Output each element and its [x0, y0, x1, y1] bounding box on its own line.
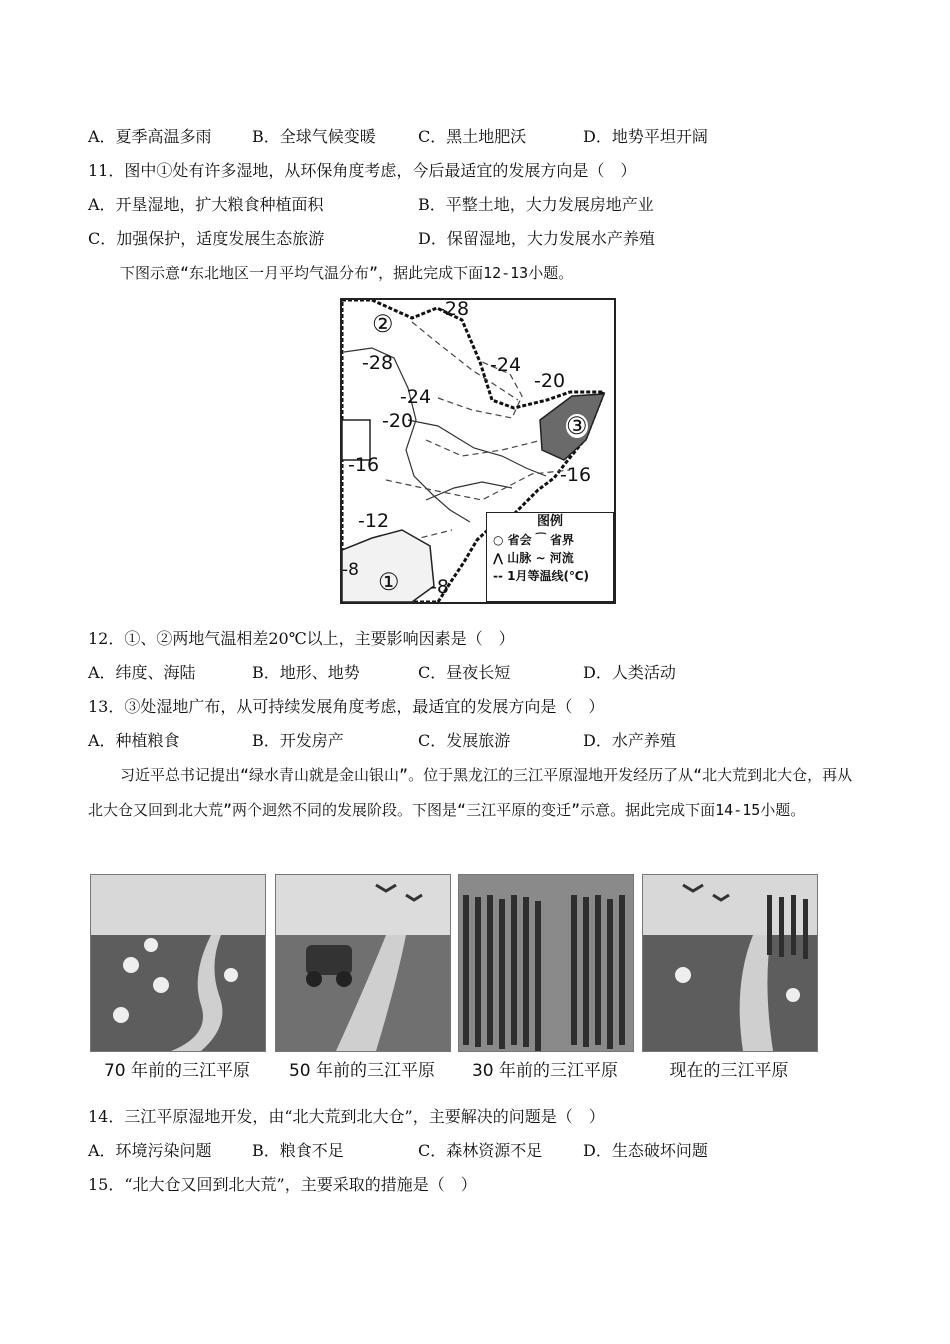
isotherm-label: -24 [490, 354, 522, 376]
isotherm-label: -8 [342, 560, 359, 580]
q12-option-d: D．人类活动 [583, 663, 676, 682]
q13-stem: 13．③处湿地广布，从可持续发展角度考虑，最适宜的发展方向是（ ） [88, 697, 605, 716]
isotherm-label: -28 [362, 352, 394, 374]
legend-title: 图例 [536, 514, 563, 529]
map-legend: 图例 ○ 省会 ⁀ 省界 ⋀ 山脉 ∼ 河流 -- 1月等温线(℃) [486, 512, 614, 602]
q11-option-a: A．开垦湿地，扩大粮食种植面积 [88, 195, 324, 214]
isotherm-label: -20 [382, 410, 414, 432]
q11-option-b: B．平整土地，大力发展房地产业 [418, 195, 654, 214]
marker-2: ② [372, 310, 394, 338]
panel-70-years-ago [90, 874, 266, 1052]
isotherm-label: -16 [348, 454, 380, 476]
q10-option-d: D．地势平坦开阔 [583, 127, 708, 146]
q13-option-a: A．种植粮食 [88, 731, 180, 750]
isotherm-label: -20 [534, 370, 566, 392]
q13-option-b: B．开发房产 [252, 731, 344, 750]
q12-stem: 12．①、②两地气温相差20℃以上，主要影响因素是（ ） [88, 629, 515, 648]
legend-border: 省界 [549, 533, 574, 547]
q11-option-d: D．保留湿地，大力发展水产养殖 [418, 229, 655, 248]
panel-caption: 现在的三江平原 [669, 1061, 789, 1081]
q14-option-c: C．森林资源不足 [418, 1141, 543, 1160]
q10-option-b: B．全球气候变暖 [252, 127, 376, 146]
q14-option-d: D．生态破坏问题 [583, 1141, 708, 1160]
q11-option-c: C．加强保护，适度发展生态旅游 [88, 229, 325, 248]
q10-option-a: A．夏季高温多雨 [88, 127, 212, 146]
q14-option-b: B．粮食不足 [252, 1141, 344, 1160]
q12-option-c: C．昼夜长短 [418, 663, 511, 682]
isotherm-label: -28 [438, 298, 470, 320]
panel-30-years-ago [458, 874, 634, 1052]
legend-mountain: 山脉 [507, 551, 532, 565]
isotherm-label: -16 [560, 464, 592, 486]
panel-50-years-ago [275, 874, 451, 1052]
q15-stem: 15．“北大仓又回到北大荒”，主要采取的措施是（ ） [88, 1175, 477, 1194]
q14-option-a: A．环境污染问题 [88, 1141, 212, 1160]
q12-option-b: B．地形、地势 [252, 663, 360, 682]
legend-river: 河流 [549, 551, 574, 565]
isotherm-label: -12 [358, 510, 390, 532]
intro-14-15: 习近平总书记提出“绿水青山就是金山银山”。位于黑龙江的三江平原湿地开发经历了从“北大荒到北大仓，再从北大仓又回到北大荒”两个迥然不同的发展阶段。下图是“三江平原的变迁”示意。据此完成下面14-15小题。 [88, 766, 853, 819]
panel-caption: 70 年前的三江平原 [103, 1061, 251, 1081]
marker-1: ① [378, 568, 400, 596]
q13-option-c: C．发展旅游 [418, 731, 511, 750]
q11-stem: 11．图中①处有许多湿地，从环保角度考虑，今后最适宜的发展方向是（ ） [88, 161, 637, 180]
intro-12-13: 下图示意“东北地区一月平均气温分布”，据此完成下面12-13小题。 [120, 264, 574, 282]
panel-present [642, 874, 818, 1052]
isotherm-label: -8 [430, 576, 449, 598]
isotherm-label: -24 [400, 386, 432, 408]
panel-caption: 30 年前的三江平原 [471, 1061, 619, 1081]
q13-option-d: D．水产养殖 [583, 731, 676, 750]
legend-capital: 省会 [507, 533, 532, 547]
q14-stem: 14．三江平原湿地开发，由“北大荒到北大仓”，主要解决的问题是（ ） [88, 1107, 605, 1126]
temperature-map [340, 298, 616, 604]
marker-3: ③ [566, 412, 588, 440]
panel-caption: 50 年前的三江平原 [288, 1061, 436, 1081]
legend-isotherm: 1月等温线(℃) [507, 569, 589, 583]
q10-option-c: C．黑土地肥沃 [418, 127, 527, 146]
q12-option-a: A．纬度、海陆 [88, 663, 196, 682]
